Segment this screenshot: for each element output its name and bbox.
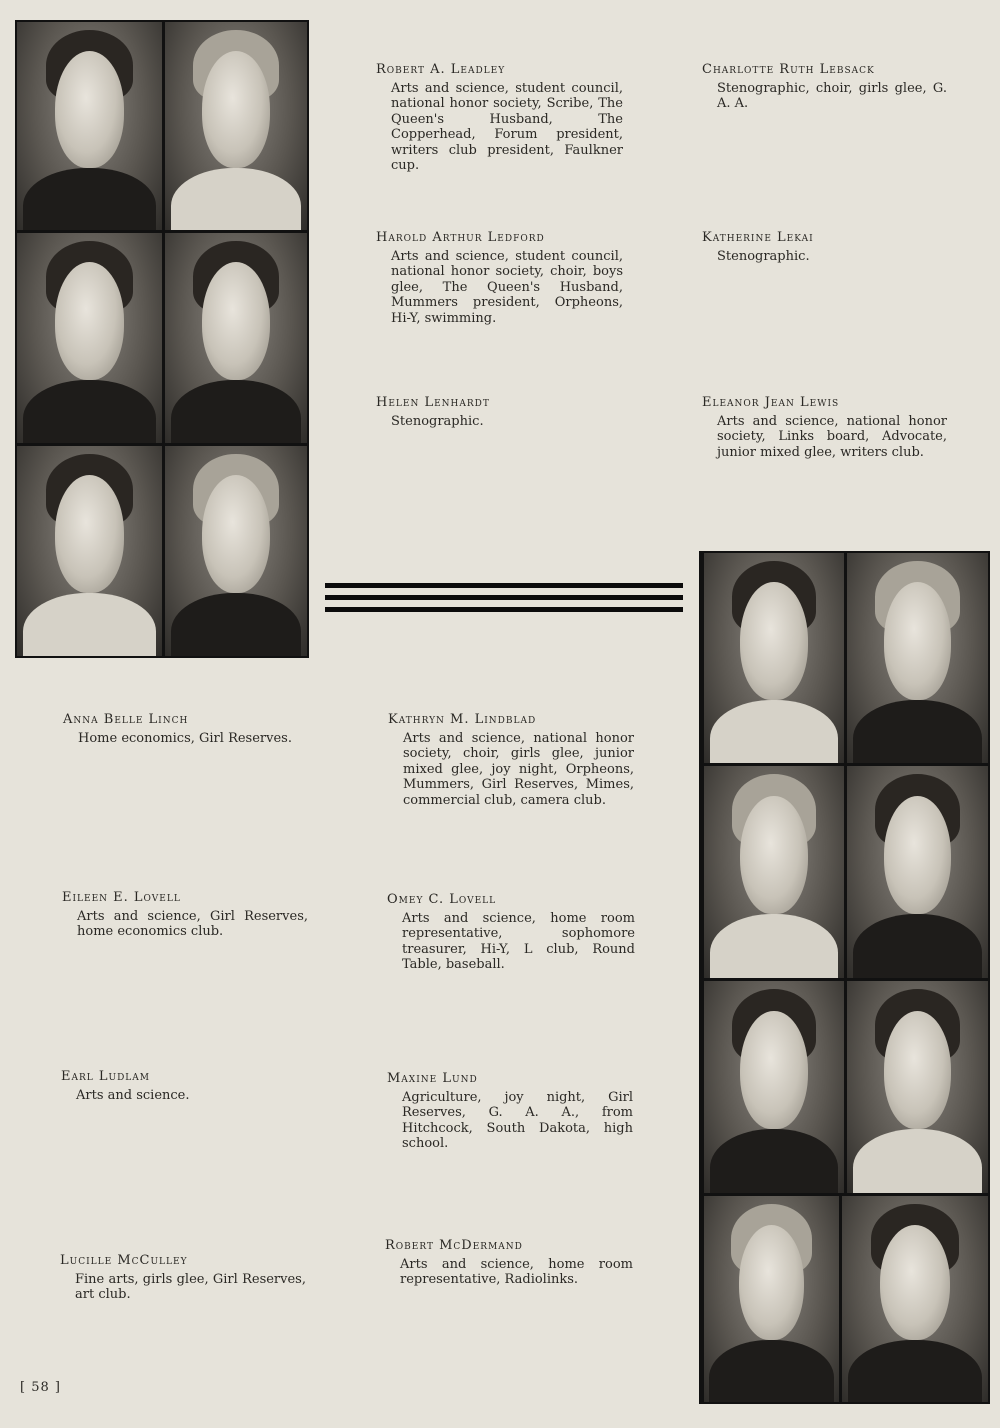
student-name: Maxine Lund (387, 1071, 478, 1086)
student-activities: Stenographic. (391, 413, 484, 429)
student-activities: Fine arts, girls glee, Girl Reserves, art club. (75, 1271, 306, 1302)
student-name: Eleanor Jean Lewis (702, 395, 840, 410)
student-activities: Arts and science, Girl Reserves, home economics club. (77, 908, 308, 939)
portrait-eileen-lovell (704, 766, 844, 978)
student-activities: Arts and science, student council, national honor society, choir, boys glee, The Queen's Husband, Mummers president, Orpheons, Hi-Y, swimming. (391, 248, 623, 326)
entry-katherine-lekai (702, 230, 947, 264)
portrait-earl-ludlam (704, 981, 844, 1193)
page-number: [ 58 ] (20, 1380, 61, 1395)
portrait-robert-mcdermand (842, 1196, 988, 1402)
portrait-harold-ledford (17, 233, 162, 443)
portrait-omey-lovell (847, 766, 988, 978)
student-name: Anna Belle Linch (63, 712, 189, 727)
student-name: Harold Arthur Ledford (376, 230, 545, 245)
student-name: Omey C. Lovell (387, 892, 497, 907)
portrait-eleanor-lewis (165, 446, 307, 656)
student-activities: Agriculture, joy night, Girl Reserves, G. A. A., from Hitchcock, South Dakota, high school. (402, 1089, 633, 1151)
student-name: Earl Ludlam (61, 1069, 150, 1084)
student-name: Robert McDermand (385, 1238, 523, 1253)
entry-eileen-lovell (62, 890, 308, 940)
portrait-anna-linch (704, 553, 844, 763)
entry-robert-leadley (376, 62, 623, 174)
student-name: Lucille McCulley (60, 1253, 188, 1268)
entry-robert-mcdermand (385, 1238, 633, 1288)
student-activities: Stenographic. (717, 248, 810, 264)
portrait-grid-top (15, 20, 309, 658)
entry-eleanor-lewis (702, 395, 947, 460)
entry-omey-lovell (387, 892, 635, 973)
student-name: Katherine Lekai (702, 230, 814, 245)
portrait-maxine-lund (847, 981, 988, 1193)
student-name: Eileen E. Lovell (62, 890, 181, 905)
entry-kathryn-lindblad (388, 712, 634, 808)
portrait-lucille-mcculley (704, 1196, 839, 1402)
student-activities: Arts and science, national honor society, Links board, Advocate, junior mixed glee, writers club. (717, 413, 947, 460)
entry-maxine-lund (387, 1071, 633, 1152)
student-activities: Arts and science, home room representative, Radiolinks. (400, 1256, 633, 1287)
entry-anna-linch (63, 712, 318, 746)
student-activities: Home economics, Girl Reserves. (78, 730, 292, 746)
portrait-grid-bottom (699, 551, 990, 1404)
decorative-rules (325, 583, 683, 619)
portrait-kathryn-lindblad (847, 553, 988, 763)
student-name: Kathryn M. Lindblad (388, 712, 537, 727)
student-activities: Arts and science. (76, 1087, 190, 1103)
student-name: Helen Lenhardt (376, 395, 490, 410)
entry-harold-ledford (376, 230, 623, 326)
portrait-helen-lenhardt (17, 446, 162, 656)
student-activities: Arts and science, student council, national honor society, Scribe, The Queen's Husband, The Copperhead, Forum president, writers club president, Faulkner cup. (391, 80, 623, 173)
student-name: Charlotte Ruth Lebsack (702, 62, 875, 77)
student-activities: Arts and science, home room representative, sophomore treasurer, Hi-Y, L club, Round Table, baseball. (402, 910, 635, 972)
portrait-katherine-lekai (165, 233, 307, 443)
entry-lucille-mcculley (60, 1253, 306, 1303)
portrait-robert-leadley (17, 22, 162, 230)
portrait-charlotte-lebsack (165, 22, 307, 230)
entry-earl-ludlam (61, 1069, 307, 1103)
student-name: Robert A. Leadley (376, 62, 506, 77)
student-activities: Arts and science, national honor society, choir, girls glee, junior mixed glee, joy night, Orpheons, Mummers, Girl Reserves, Mimes, commercial club, camera club. (403, 730, 634, 808)
entry-helen-lenhardt (376, 395, 623, 429)
student-activities: Stenographic, choir, girls glee, G. A. A. (717, 80, 947, 111)
entry-charlotte-lebsack (702, 62, 947, 112)
